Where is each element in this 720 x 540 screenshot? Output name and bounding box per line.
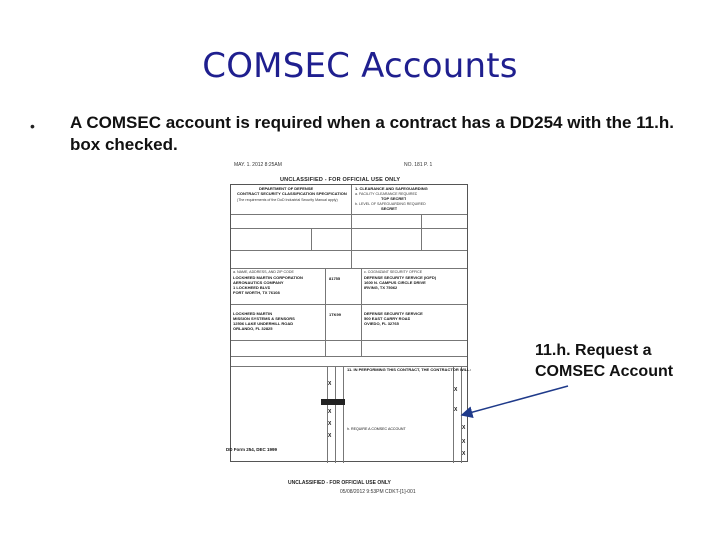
sub-line2: MISSION SYSTEMS & SENSORS: [233, 317, 295, 321]
agency: DEPARTMENT OF DEFENSE: [259, 187, 314, 191]
x-mark-11h: X: [462, 425, 466, 431]
contractor-name: LOCKHEED MARTIN CORPORATION: [233, 276, 303, 280]
form-number: DD Form 254, DEC 1999: [226, 448, 278, 452]
bullet-marker: •: [30, 118, 35, 134]
fax-header-right: NO. 181 P. 1: [404, 162, 433, 168]
sub-cso-line2: 500 EAST CARRY ROAD: [364, 317, 411, 321]
item-11h: h. REQUIRE A COMSEC ACCOUNT: [347, 427, 406, 431]
sub-cso-line3: OVIEDO, FL 32765: [364, 322, 399, 326]
cso-line3: IRVING, TX 75062: [364, 286, 398, 290]
sub-cso-name: DEFENSE SECURITY SERVICE: [364, 312, 423, 316]
subcontractor-row: [231, 305, 467, 341]
contractor-line2: AERONAUTICS COMPANY: [233, 281, 284, 285]
form-header-row: [231, 185, 467, 215]
form-title: CONTRACT SECURITY CLASSIFICATION SPECIFICATION: [237, 192, 347, 196]
section-11-title: 11. IN PERFORMING THIS CONTRACT, THE CONTRACTOR WILL:: [347, 368, 471, 372]
classification-bottom: UNCLASSIFIED - FOR OFFICIAL USE ONLY: [288, 480, 391, 486]
classification-top: UNCLASSIFIED - FOR OFFICIAL USE ONLY: [280, 177, 401, 183]
facility-clearance: a. FACILITY CLEARANCE REQUIRED: [355, 192, 418, 196]
form-grid: [230, 184, 471, 462]
callout-label: 11.h. Request a COMSEC Account: [535, 342, 674, 380]
cso-line2: 1600 N. CAMPUS CIRCLE DRIVE: [364, 281, 426, 285]
cso-label: c. COGNIZANT SECURITY OFFICE: [364, 270, 423, 274]
requirements-note: (The requirements of the DoD Industrial Security Manual apply): [237, 198, 338, 202]
x-mark-4: X: [328, 433, 332, 439]
fax-header-left: MAY. 1. 2012 8:25AM: [234, 162, 282, 168]
level-secret: SECRET: [381, 207, 398, 211]
x-mark-8: X: [462, 451, 466, 457]
cso-name: DEFENSE SECURITY SERVICE (IOFD): [364, 276, 437, 280]
x-mark-7: X: [462, 439, 466, 445]
contractor-line4: FORT WORTH, TX 76108: [233, 291, 280, 295]
slide-title: COMSEC Accounts: [202, 46, 518, 86]
prime-contractor-row: [231, 269, 467, 305]
sub-name: LOCKHEED MARTIN: [233, 312, 273, 316]
level-top-secret: TOP SECRET: [381, 197, 407, 201]
x-mark-2: X: [328, 409, 332, 415]
prime-contractor-label: a. NAME, ADDRESS, AND ZIP CODE: [233, 270, 294, 274]
safeguarding-level: b. LEVEL OF SAFEGUARDING REQUIRED: [355, 202, 426, 206]
contractor-line3: 1 LOCKHEED BLVD: [233, 286, 271, 290]
x-mark-1: X: [328, 381, 332, 387]
x-mark-3: X: [328, 421, 332, 427]
sub-line3: 12506 LAKE UNDERHILL ROAD: [233, 322, 294, 326]
x-mark-6: X: [454, 407, 458, 413]
fax-footer: 05/08/2012 9:53PM CDKT-[1]-001: [340, 489, 416, 495]
bullet-text: A COMSEC account is required when a contract has a DD254 with the 11.h. box checked.: [70, 113, 674, 154]
sub-line4: ORLANDO, FL 32825: [233, 327, 273, 331]
cage-code: 81755: [329, 277, 341, 281]
clearance-header: 1. CLEARANCE AND SAFEGUARDING: [355, 187, 428, 191]
sub-cage: 1TK99: [329, 313, 342, 317]
dd254-form-image: [222, 160, 470, 540]
x-mark-5: X: [454, 387, 458, 393]
